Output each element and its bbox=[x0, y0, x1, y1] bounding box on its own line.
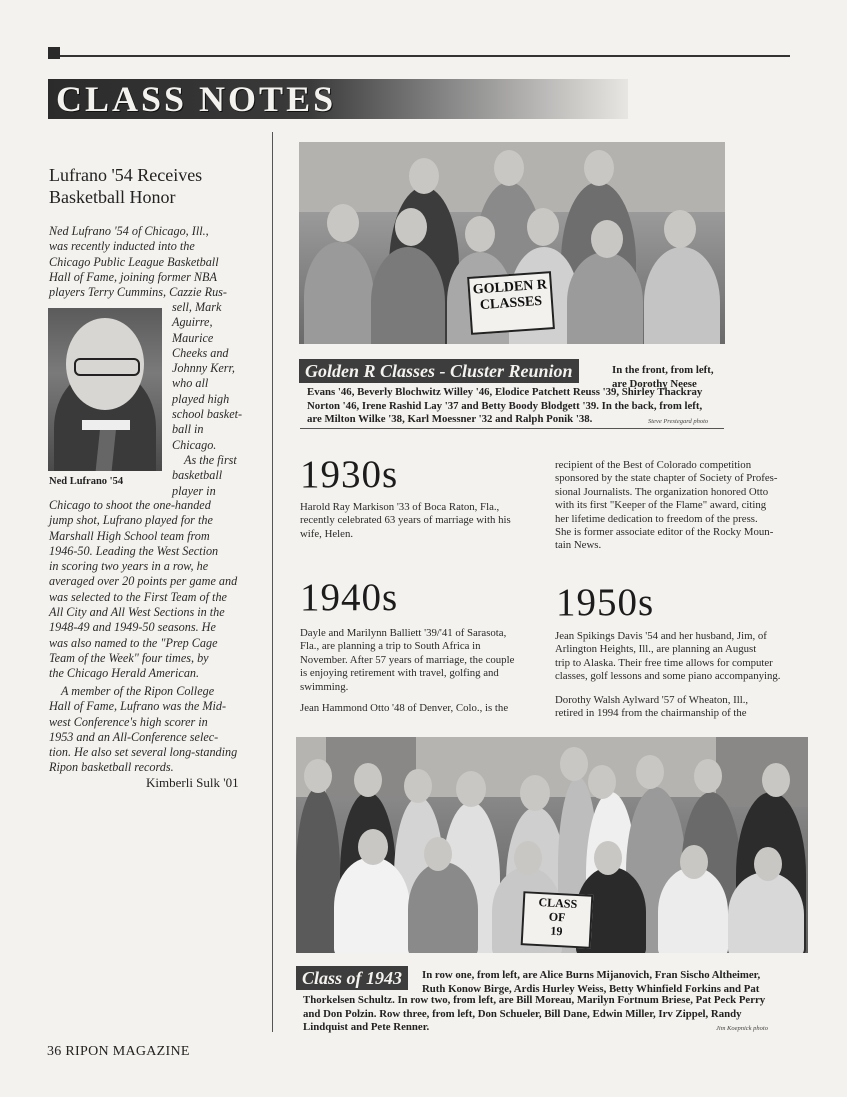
t1940-line: Dayle and Marilynn Balliett '39/'41 of Sarasota, bbox=[300, 627, 507, 639]
t1940b-line: Jean Hammond Otto '48 of Denver, Colo., is the bbox=[300, 702, 509, 714]
para-wrap-line: who all bbox=[172, 376, 209, 391]
para-rest-line: in scoring two years in a row, he bbox=[49, 559, 209, 574]
lead-title-line: Basketball Honor bbox=[49, 187, 176, 207]
lead-para-1 bbox=[49, 224, 227, 300]
para1-line: Chicago Public League Basketball bbox=[49, 254, 219, 269]
cap2-side-line: In row one, from left, are Alice Burns Mijanovich, Fran Sischo Altheimer, bbox=[422, 969, 761, 981]
t1950b-line: retired in 1994 from the chairmanship of the bbox=[555, 707, 747, 720]
sign1-line: GOLDEN R bbox=[472, 277, 548, 298]
text-1950s bbox=[555, 630, 781, 684]
photo2-caption bbox=[303, 994, 765, 1035]
text-1940s-otto bbox=[300, 702, 508, 715]
para-rest-line: jump shot, Lufrano played for the bbox=[49, 513, 213, 528]
t1940-line: is enjoying retirement with travel, golfing and bbox=[300, 667, 499, 680]
heading-1950s: 1950s bbox=[556, 581, 655, 624]
lead-para-2 bbox=[49, 684, 237, 776]
cap2-line: and Don Polzin. Row three, from left, Don Schueler, Bill Dane, Edwin Miller, Irv Zippel, Randy bbox=[303, 1007, 742, 1020]
para-rest-line: 1948-49 and 1949-50 seasons. He bbox=[49, 620, 216, 635]
para-rest-line: Marshall High School team from bbox=[49, 528, 210, 543]
lead-story-title bbox=[49, 164, 259, 208]
cap1-line: Evans '46, Beverly Blochwitz Willey '46, Elodice Patchett Reuss '39, Shirley Thackray bbox=[307, 386, 703, 398]
para-rest-line: the Chicago Herald American. bbox=[49, 666, 200, 681]
photo2-caption-title: Class of 1943 bbox=[296, 966, 408, 990]
lead-para-wrap bbox=[172, 300, 242, 499]
t1930-line: Harold Ray Markison '33 of Boca Raton, Fla., bbox=[300, 501, 500, 513]
column-divider bbox=[272, 132, 273, 1032]
byline: Kimberli Sulk '01 bbox=[146, 775, 239, 790]
golden-r-sign bbox=[467, 271, 555, 335]
sign1-line: CLASSES bbox=[479, 293, 543, 314]
class-of-sign bbox=[521, 891, 594, 949]
sign2-line: CLASS bbox=[538, 895, 578, 912]
para-wrap-line: Aguirre, bbox=[172, 315, 213, 330]
t1930-line: recently celebrated 63 years of marriage with his bbox=[300, 514, 511, 527]
golden-r-reunion-photo bbox=[299, 142, 725, 344]
para1-line: Hall of Fame, joining former NBA bbox=[49, 269, 217, 284]
otto-line: recipient of the Best of Colorado competition bbox=[555, 459, 752, 471]
cap1-side-line: are Dorothy Neese bbox=[612, 377, 697, 390]
t1940-line: November. After 57 years of marriage, the couple bbox=[300, 653, 515, 666]
para-wrap-line: played high bbox=[172, 391, 230, 406]
para-wrap-line: Johnny Kerr, bbox=[172, 361, 235, 376]
para-wrap-line: As the first bbox=[184, 452, 237, 467]
para-rest-line: was also named to the "Prep Cage bbox=[49, 635, 218, 650]
photo2-credit: Jim Koepnick photo bbox=[716, 1025, 768, 1032]
otto-line: She is former associate editor of the Rocky Moun- bbox=[555, 526, 774, 539]
para2-line: Hall of Fame, Lufrano was the Mid- bbox=[49, 699, 227, 714]
otto-line: sponsored by the state chapter of Society of Profes- bbox=[555, 472, 778, 485]
otto-line: sional Journalists. The organization honored Otto bbox=[555, 485, 769, 498]
para2-line: 1953 and an All-Conference selec- bbox=[49, 729, 219, 744]
banner-title: CLASS NOTES bbox=[56, 79, 337, 119]
otto-line: tain News. bbox=[555, 539, 602, 552]
t1950-line: trip to Alaska. Their free time allows for computer bbox=[555, 656, 773, 669]
cap2-line: Thorkelsen Schultz. In row two, from left, are Bill Moreau, Marilyn Fortnum Briese, Pat Peck Perry bbox=[303, 994, 766, 1006]
para-rest-line: was selected to the First Team of the bbox=[49, 589, 227, 604]
para-rest-line: Chicago to shoot the one-handed bbox=[49, 498, 211, 512]
text-otto-continued bbox=[555, 459, 777, 553]
para1-line: players Terry Cummins, Cazzie Rus- bbox=[49, 285, 227, 300]
otto-line: with its first "Keeper of the Flame" award, citing bbox=[555, 499, 767, 512]
heading-1930s: 1930s bbox=[300, 453, 399, 496]
ned-lufrano-portrait bbox=[48, 308, 162, 471]
para-rest-line: Team of the Week" four times, by bbox=[49, 650, 209, 665]
cap1-line: are Milton Wilke '38, Karl Moessner '32 and Ralph Ponik '38. bbox=[307, 413, 593, 425]
sign2-line: 19 bbox=[550, 923, 563, 938]
text-1930s bbox=[300, 501, 511, 541]
para-wrap-line: player in bbox=[172, 483, 216, 498]
portrait-caption: Ned Lufrano '54 bbox=[49, 476, 124, 487]
t1950b-line: Dorothy Walsh Aylward '57 of Wheaton, Ill., bbox=[555, 694, 749, 706]
photo2-caption-side bbox=[422, 969, 760, 996]
t1950-line: Arlington Heights, Ill., are planning an August bbox=[555, 643, 757, 656]
sign2-line: OF bbox=[548, 909, 566, 925]
para-wrap-line: Chicago. bbox=[172, 437, 217, 452]
photo1-caption-title: Golden R Classes - Cluster Reunion bbox=[299, 359, 579, 383]
page-footer: 36 RIPON MAGAZINE bbox=[47, 1044, 190, 1059]
para-wrap-line: Cheeks and bbox=[172, 345, 229, 360]
para-wrap-line: basketball bbox=[172, 468, 223, 483]
para2-line: A member of the Ripon College bbox=[61, 684, 215, 698]
text-1940s bbox=[300, 627, 514, 694]
t1940-line: Fla., are planning a trip to South Africa in bbox=[300, 640, 481, 653]
para2-line: west Conference's high scorer in bbox=[49, 714, 208, 729]
text-1950s-aylward bbox=[555, 694, 748, 721]
otto-line: her lifetime dedication to freedom of the press. bbox=[555, 512, 758, 525]
para-wrap-line: school basket- bbox=[172, 407, 243, 422]
photo1-rule bbox=[300, 428, 724, 429]
lead-para-1-rest bbox=[49, 498, 237, 682]
t1950-line: Jean Spikings Davis '54 and her husband, Jim, of bbox=[555, 630, 767, 642]
cap2-side-line: Ruth Konow Birge, Ardis Hurley Weiss, Betty Whinfield Forkins and Pat bbox=[422, 982, 760, 995]
cap1-line: Norton '46, Irene Rashid Lay '37 and Betty Boody Blodgett '39. In the back, from left, bbox=[307, 399, 703, 412]
para1-line: was recently inducted into the bbox=[49, 239, 195, 254]
para2-line: Ripon basketball records. bbox=[49, 760, 174, 775]
t1930-line: wife, Helen. bbox=[300, 527, 354, 540]
para1-line: Ned Lufrano '54 of Chicago, Ill., bbox=[49, 224, 209, 238]
para-wrap-line: sell, Mark bbox=[172, 300, 222, 314]
header-rule bbox=[60, 55, 790, 57]
para-wrap-line: Maurice bbox=[172, 330, 214, 345]
t1950-line: classes, golf lessons and some piano accompanying. bbox=[555, 670, 781, 683]
para2-line: tion. He also set several long-standing bbox=[49, 745, 238, 760]
para-rest-line: All City and All West Sections in the bbox=[49, 605, 225, 620]
header-square bbox=[48, 47, 60, 59]
photo1-caption bbox=[307, 386, 702, 427]
t1940-line: swimming. bbox=[300, 680, 349, 693]
cap1-side-line: In the front, from left, bbox=[612, 364, 714, 376]
para-rest-line: 1946-50. Leading the West Section bbox=[49, 543, 219, 558]
cap2-line: Lindquist and Pete Renner. bbox=[303, 1021, 430, 1033]
heading-1940s: 1940s bbox=[300, 576, 399, 619]
para-rest-line: averaged over 20 points per game and bbox=[49, 574, 238, 589]
class-of-1943-photo bbox=[296, 737, 808, 953]
para-wrap-line: ball in bbox=[172, 422, 204, 437]
lead-title-line: Lufrano '54 Receives bbox=[49, 165, 203, 185]
photo1-credit: Steve Prestegard photo bbox=[648, 418, 709, 425]
